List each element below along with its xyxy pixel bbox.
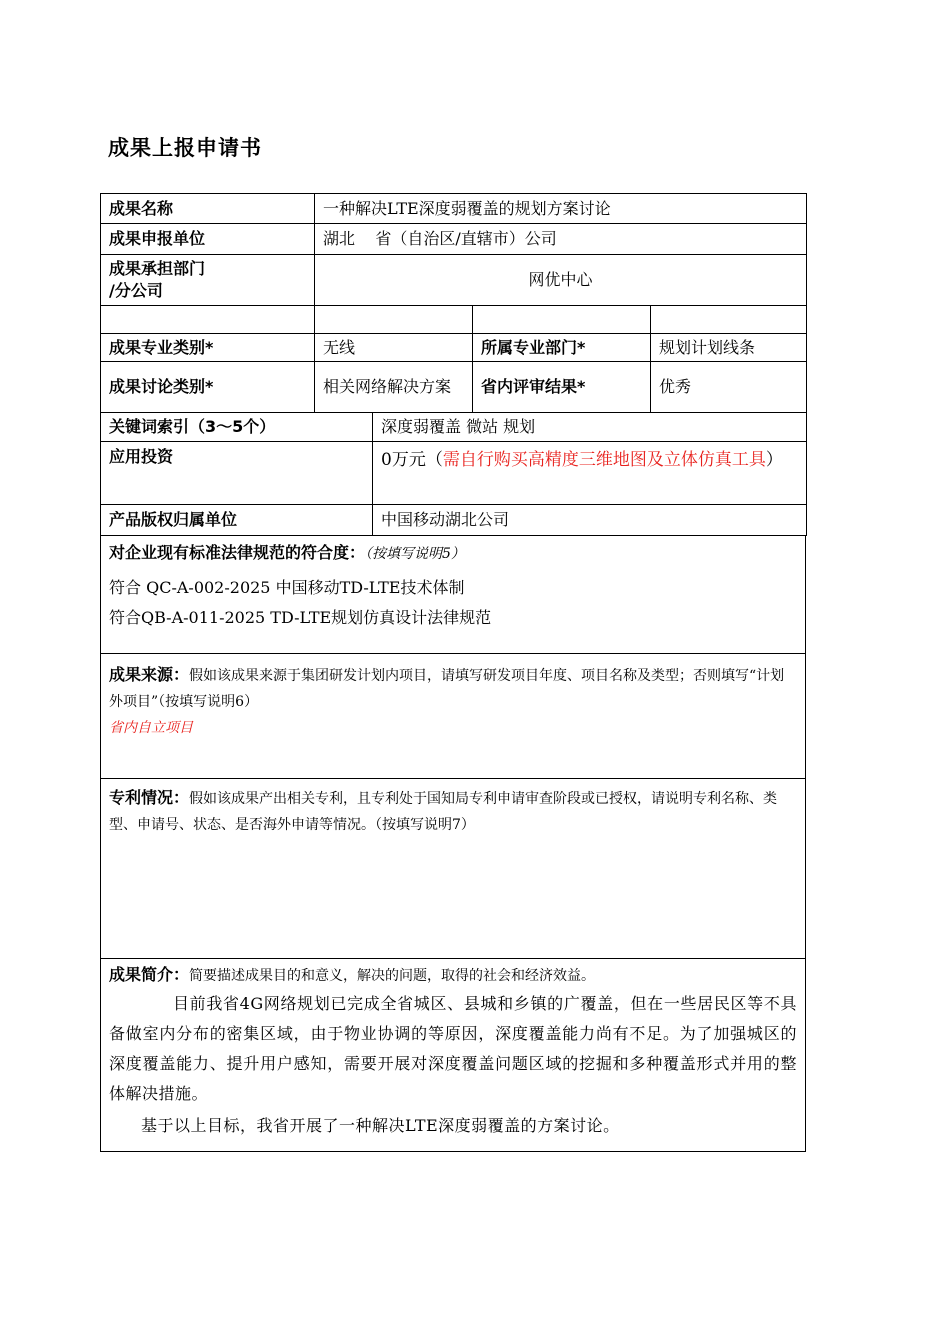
label-investment: 应用投资 bbox=[101, 442, 373, 505]
summary-para-1: 目前我省4G网络规划已完成全省城区、县城和乡镇的广覆盖，但在一些居民区等不具备做室内分布的密集区域，由于物业协调的等原因，深度覆盖能力尚有不足。为了加强城区的深度覆盖能力、提升用户感知，需要开展对深度覆盖问题区域的挖掘和多种覆盖形式并用的整体解决措施。 bbox=[109, 994, 797, 1103]
label-discussion: 成果讨论类别* bbox=[101, 362, 315, 413]
label-department: 所属专业部门* bbox=[473, 334, 651, 362]
summary-section bbox=[100, 959, 806, 1152]
label-dept-line2: /分公司 bbox=[109, 281, 163, 300]
row-name bbox=[101, 194, 807, 224]
patent-text: 假如该成果产出相关专利，且专利处于国知局专利申请审查阶段或已授权，请说明专利名称、类型、申请号、状态、是否海外申请等情况。（按填写说明7） bbox=[109, 791, 778, 833]
label-name: 成果名称 bbox=[101, 194, 315, 224]
value-discussion: 相关网络解决方案 bbox=[315, 362, 473, 413]
compliance-line-1: 符合 QC-A-002-2025 中国移动TD-LTE技术体制 bbox=[109, 578, 465, 597]
value-dept: 网优中心 bbox=[315, 255, 807, 306]
application-form bbox=[100, 193, 806, 1152]
value-copyright: 中国移动湖北公司 bbox=[373, 505, 807, 536]
row-investment bbox=[101, 442, 807, 505]
value-department: 规划计划线条 bbox=[651, 334, 807, 362]
compliance-section bbox=[100, 536, 806, 654]
page-title: 成果上报申请书 bbox=[108, 136, 262, 160]
empty-cell-3 bbox=[473, 306, 651, 334]
label-specialty: 成果专业类别* bbox=[101, 334, 315, 362]
source-text: 假如该成果来源于集团研发计划内项目，请填写研发项目年度、项目名称及类型；否则填写“计划外项目”（按填写说明6） bbox=[109, 668, 785, 710]
summary-label: 成果简介： bbox=[109, 965, 190, 984]
source-label: 成果来源： bbox=[109, 665, 190, 684]
empty-cell-4 bbox=[651, 306, 807, 334]
value-keywords: 深度弱覆盖 微站 规划 bbox=[373, 413, 807, 442]
patent-label: 专利情况： bbox=[109, 788, 190, 807]
row-dept bbox=[101, 255, 807, 306]
compliance-line-2: 符合QB-A-011-2025 TD-LTE规划仿真设计法律规范 bbox=[109, 608, 492, 627]
investment-close: ） bbox=[765, 450, 783, 470]
row-discussion bbox=[101, 362, 807, 413]
value-specialty: 无线 bbox=[315, 334, 473, 362]
source-answer: 省内自立项目 bbox=[109, 720, 193, 736]
patent-section bbox=[100, 779, 806, 959]
summary-text: 简要描述成果目的和意义，解决的问题，取得的社会和经济效益。 bbox=[189, 968, 596, 984]
compliance-hint: （按填写说明5） bbox=[365, 546, 465, 562]
summary-para-2: 基于以上目标，我省开展了一种解决LTE深度弱覆盖的方案讨论。 bbox=[141, 1116, 620, 1135]
value-unit: 湖北 省（自治区/直辖市）公司 bbox=[315, 224, 807, 255]
label-unit: 成果申报单位 bbox=[101, 224, 315, 255]
investment-note: 需自行购买高精度三维地图及立体仿真工具 bbox=[442, 450, 766, 470]
label-review: 省内评审结果* bbox=[473, 362, 651, 413]
row-empty bbox=[101, 306, 807, 334]
empty-cell-2 bbox=[315, 306, 473, 334]
compliance-label: 对企业现有标准法律规范的符合度： bbox=[109, 543, 366, 562]
label-keywords: 关键词索引（3～5个） bbox=[101, 413, 373, 442]
label-copyright: 产品版权归属单位 bbox=[101, 505, 373, 536]
investment-amount: 0万元（ bbox=[381, 450, 443, 470]
row-unit bbox=[101, 224, 807, 255]
row-copyright bbox=[101, 505, 807, 536]
value-review: 优秀 bbox=[651, 362, 807, 413]
value-investment bbox=[373, 442, 807, 505]
empty-cell-1 bbox=[101, 306, 315, 334]
label-dept-line1: 成果承担部门 bbox=[109, 259, 206, 278]
row-specialty bbox=[101, 334, 807, 362]
row-keywords bbox=[101, 413, 807, 442]
value-name: 一种解决LTE深度弱覆盖的规划方案讨论 bbox=[315, 194, 807, 224]
info-table bbox=[100, 193, 807, 536]
label-dept bbox=[101, 255, 315, 306]
source-section bbox=[100, 654, 806, 779]
